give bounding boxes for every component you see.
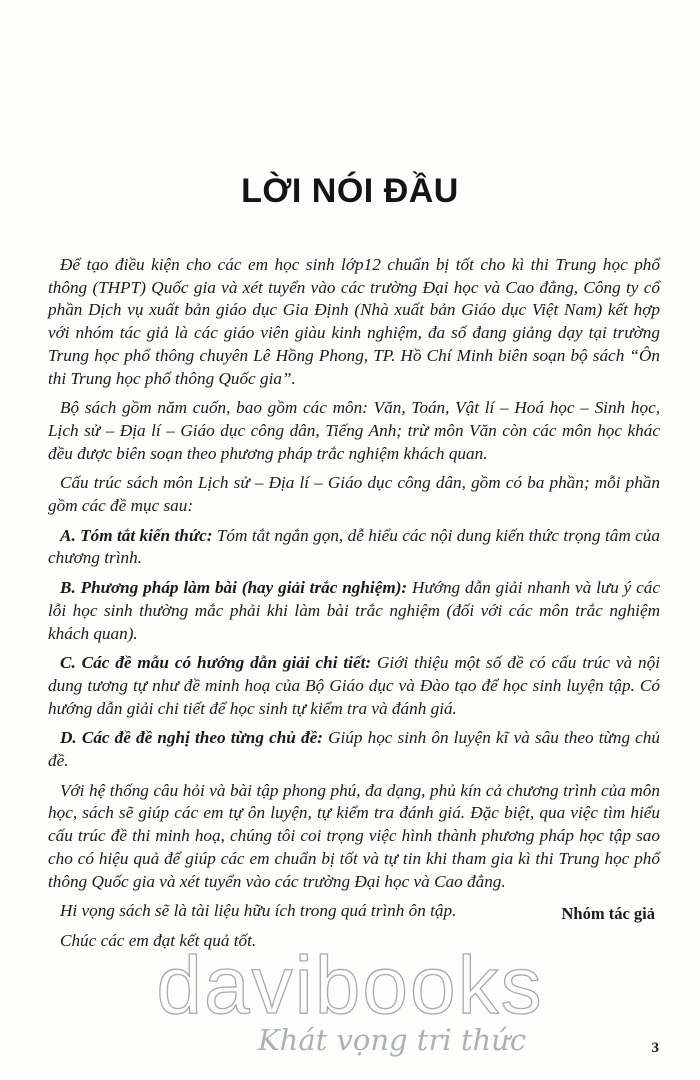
preface-body xyxy=(48,254,660,960)
paragraph-text: Với hệ thống câu hỏi và bài tập phong phú, đa dạng, phủ kín cả chương trình của môn học, sách sẽ giúp các em tự ôn luyện, tự kiểm tra đánh giá. Đặc biệt, qua việc tìm hiểu cấu trúc đề thi minh hoạ, chúng tôi coi trọng việc hình thành phương pháp học tập sao cho có hiệu quả để giúp các em chuẩn bị tốt và tự tin khi tham gia kì thi Trung học phổ thông Quốc gia và xét tuyển vào các trường Đại học và Cao đẳng. xyxy=(48,780,660,891)
section-a xyxy=(48,525,660,570)
paragraph-text: Để tạo điều kiện cho các em học sinh lớp12 chuẩn bị tốt cho kì thi Trung học phổ thông (THPT) Quốc gia và xét tuyển vào các trường Đại học và Cao đẳng, Công ty cổ phần Dịch vụ xuất bản giáo dục Gia Định (Nhà xuất bản Giáo dục Việt Nam) kết hợp với nhóm tác giả là các giáo viên giàu kinh nghiệm, đa số đang giảng dạy tại trường Trung học phổ thông chuyên Lê Hồng Phong, TP. Hồ Chí Minh biên soạn bộ sách “Ôn thi Trung học phổ thông Quốc gia”. xyxy=(48,255,660,388)
paragraph-intro xyxy=(48,254,660,390)
page-title: LỜI NÓI ĐẦU xyxy=(241,172,459,210)
section-b-text: Hướng dẫn giải nhanh và lưu ý các lỗi học sinh thường mắc phải khi làm bài trắc nghiệm (đối với các môn trắc nghiệm khách quan). xyxy=(48,578,660,643)
signature: Nhóm tác giả xyxy=(561,904,655,923)
watermark-tagline: Khát vọng tri thức xyxy=(258,1023,527,1057)
section-c-text: Giới thiệu một số đề có cấu trúc và nội dung tương tự như đề minh hoạ của Bộ Giáo dục và Đào tạo để học sinh luyện tập. Có hướng dẫn giải chi tiết để học sinh tự kiểm tra và đánh giá. xyxy=(48,653,660,718)
paragraph-series xyxy=(48,397,660,465)
section-d-text: Giúp học sinh ôn luyện kĩ và sâu theo từng chủ đề. xyxy=(48,728,660,771)
section-c xyxy=(48,652,660,720)
paragraph-text: Bộ sách gồm năm cuốn, bao gồm các môn: Văn, Toán, Vật lí – Hoá học – Sinh học, Lịch sử – Địa lí – Giáo dục công dân, Tiếng Anh; trừ môn Văn còn các môn học khác đều được biên soạn theo phương pháp trắc nghiệm khách quan. xyxy=(48,398,660,463)
paragraph-benefits xyxy=(48,780,660,894)
paragraph-structure xyxy=(48,472,660,517)
section-a-text: Tóm tắt ngắn gọn, dễ hiểu các nội dung kiến thức trọng tâm của chương trình. xyxy=(48,525,660,568)
section-d-heading: D. Các đề đề nghị theo từng chủ đề: xyxy=(60,728,323,748)
section-b xyxy=(48,577,660,645)
section-b-heading: B. Phương pháp làm bài (hay giải trắc nghiệm): xyxy=(60,578,408,598)
page-number: 3 xyxy=(651,1040,659,1056)
section-a-heading: A. Tóm tắt kiến thức: xyxy=(60,525,213,545)
paragraph-text: Chúc các em đạt kết quả tốt. xyxy=(60,930,257,950)
section-d xyxy=(48,727,660,772)
paragraph-text: Hi vọng sách sẽ là tài liệu hữu ích trong quá trình ôn tập. xyxy=(60,901,457,921)
watermark-logo: davibooks xyxy=(156,940,544,1031)
section-c-heading: C. Các đề mẫu có hướng dẫn giải chi tiết: xyxy=(60,653,372,673)
paragraph-text: Cấu trúc sách môn Lịch sử – Địa lí – Giáo dục công dân, gồm có ba phần; mỗi phần gồm các đề mục sau: xyxy=(48,473,660,516)
